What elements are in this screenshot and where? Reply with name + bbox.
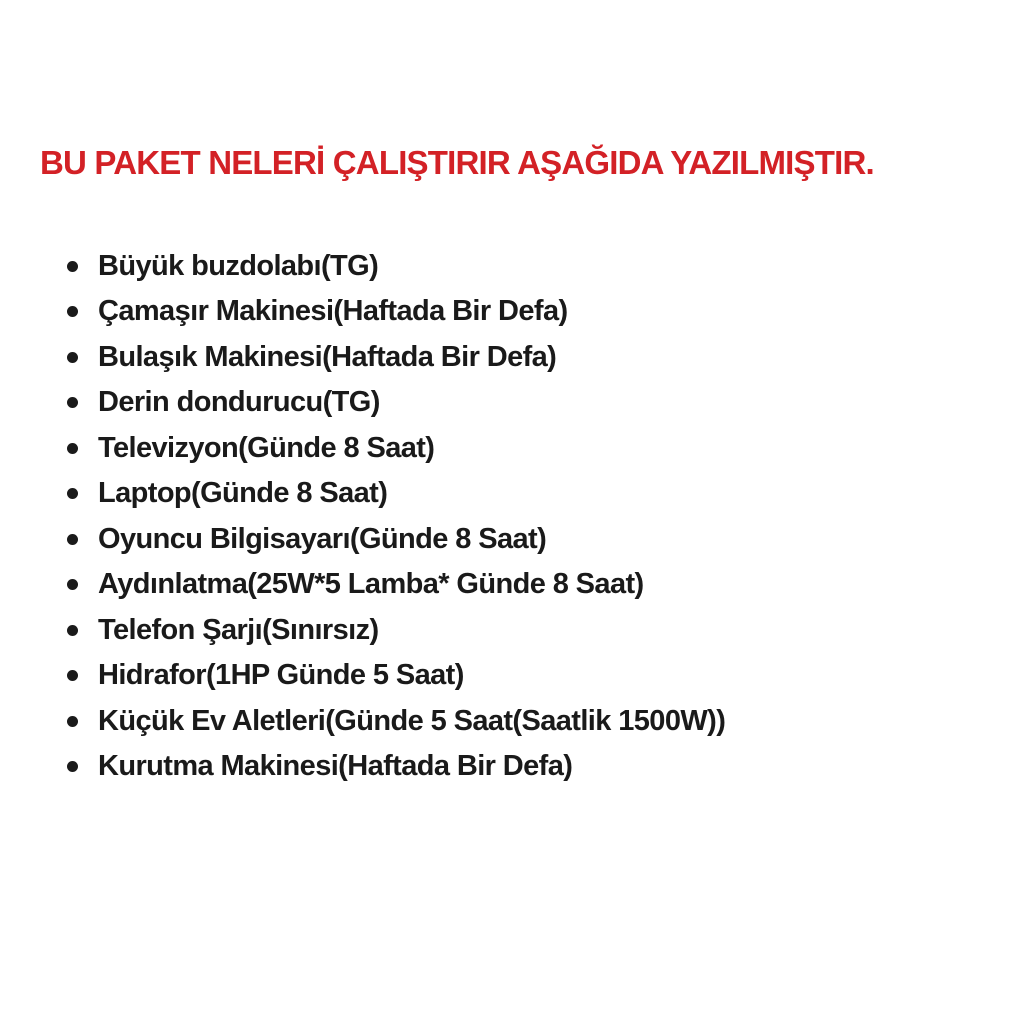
list-item [40,653,984,699]
list-item-label: Derin dondurucu(TG) [98,386,380,419]
bullet-icon [67,261,78,272]
list-item [40,380,984,426]
list-item-label: Oyuncu Bilgisayarı(Günde 8 Saat) [98,522,547,555]
list-item-label: Çamaşır Makinesi(Haftada Bir Defa) [98,295,568,328]
bullet-icon [67,397,78,408]
bullet-icon [67,625,78,636]
list-item-label: Telefon Şarjı(Sınırsız) [98,613,379,646]
bullet-icon [67,352,78,363]
list-item-label: Aydınlatma(25W*5 Lamba* Günde 8 Saat) [98,568,644,601]
list-item [40,607,984,653]
appliance-list [40,243,984,789]
bullet-icon [67,443,78,454]
list-item-label: Laptop(Günde 8 Saat) [98,477,388,510]
bullet-icon [67,716,78,727]
page-title: BU PAKET NELERİ ÇALIŞTIRIR AŞAĞIDA YAZILMIŞTIR. [40,144,874,181]
bullet-icon [67,670,78,681]
list-item [40,425,984,471]
list-item [40,562,984,608]
list-item-label: Kurutma Makinesi(Haftada Bir Defa) [98,750,573,783]
list-item [40,744,984,790]
list-item [40,289,984,335]
bullet-icon [67,534,78,545]
list-item [40,698,984,744]
list-item [40,516,984,562]
bullet-icon [67,306,78,317]
list-item-label: Büyük buzdolabı(TG) [98,249,379,282]
list-item-label: Televizyon(Günde 8 Saat) [98,431,435,464]
bullet-icon [67,761,78,772]
list-item [40,334,984,380]
bullet-icon [67,488,78,499]
list-item [40,471,984,517]
list-item [40,243,984,289]
list-item-label: Hidrafor(1HP Günde 5 Saat) [98,659,464,692]
bullet-icon [67,579,78,590]
list-item-label: Bulaşık Makinesi(Haftada Bir Defa) [98,340,557,373]
list-item-label: Küçük Ev Aletleri(Günde 5 Saat(Saatlik 1500W)) [98,704,726,737]
